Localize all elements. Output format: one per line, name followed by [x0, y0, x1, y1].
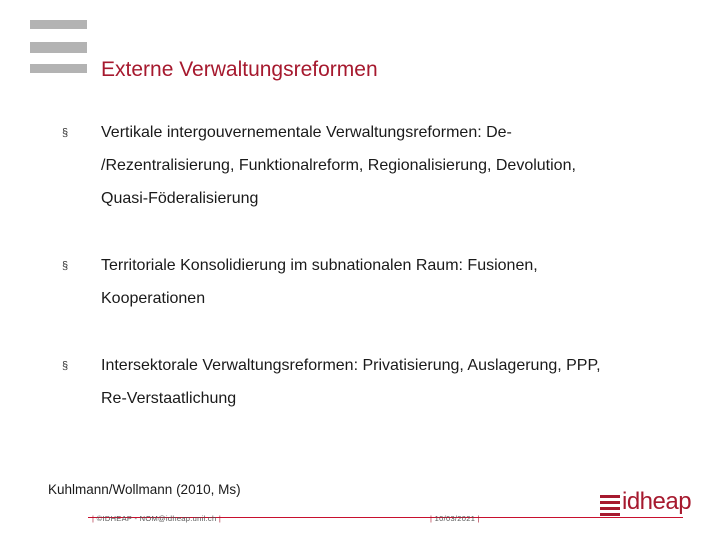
bullet-1-line-1: Vertikale intergouvernementale Verwaltungsreformen: De-	[101, 124, 512, 141]
bullet-marker-1: §	[62, 127, 69, 139]
bullet-3-line-2: Re-Verstaatlichung	[101, 390, 237, 407]
slide-title: Externe Verwaltungsreformen	[101, 58, 378, 81]
header-bar-2	[30, 42, 87, 53]
bullet-1	[101, 116, 701, 215]
bullet-1-line-3: Quasi-Föderalisierung	[101, 190, 259, 207]
footer-copyright: ©IDHEAP - NOM@idheap.unil.ch	[96, 514, 217, 523]
bullet-1-line-2: /Rezentralisierung, Funktionalreform, Regionalisierung, Devolution,	[101, 157, 576, 174]
bullet-3-line-1: Intersektorale Verwaltungsreformen: Privatisierung, Auslagerung, PPP,	[101, 357, 601, 374]
bullet-2-line-1: Territoriale Konsolidierung im subnationalen Raum: Fusionen,	[101, 257, 538, 274]
logo-text: idheap	[622, 488, 692, 515]
bullet-marker-3: §	[62, 360, 69, 372]
footer-date: 10/03/2021	[434, 514, 476, 523]
bullet-marker-2: §	[62, 260, 69, 272]
bullet-2	[101, 249, 701, 315]
footer-left: | ©IDHEAP - NOM@idheap.unil.ch |	[92, 514, 222, 523]
header-bar-3	[30, 64, 87, 73]
logo-lines-icon	[600, 495, 620, 519]
footer-date-block: | 10/03/2021 |	[430, 514, 480, 523]
bullet-3	[101, 349, 701, 415]
header-bar-1	[30, 20, 87, 29]
idheap-logo	[600, 488, 692, 520]
bullet-2-line-2: Kooperationen	[101, 290, 206, 307]
source-citation: Kuhlmann/Wollmann (2010, Ms)	[48, 482, 241, 497]
